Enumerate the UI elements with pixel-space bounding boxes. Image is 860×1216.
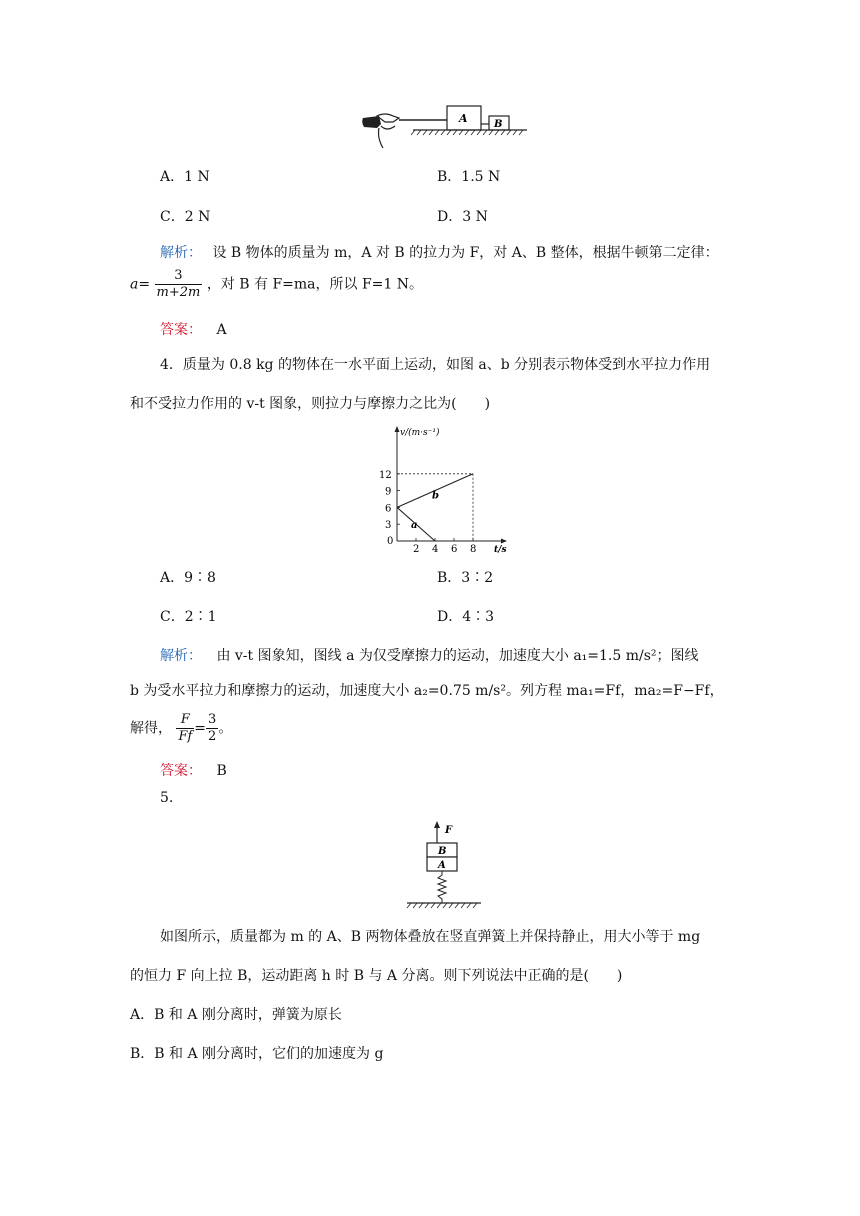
x-tick-label: 4 [432, 544, 439, 555]
q4-solution-prefix: 解得， [130, 720, 172, 737]
q4-answer-label: 答案： [160, 763, 202, 779]
q3-answer: A [216, 322, 227, 338]
q4-fraction-1 [176, 712, 194, 745]
y-tick-label: 6 [385, 503, 392, 515]
q4-option-a: A．9∶8 [160, 570, 216, 586]
block-a-label: A [459, 112, 468, 125]
y-tick-label: 9 [385, 486, 392, 498]
y-tick-label: 3 [385, 520, 392, 532]
hand-icon [362, 114, 399, 148]
q3-option-a: A．1 N [160, 169, 210, 185]
q3-frac-num: 3 [155, 268, 203, 285]
q3-answer-line [160, 319, 227, 339]
q3-solution-suffix: ，对 B 有 F=ma，所以 F=1 N。 [206, 276, 424, 293]
q4-solution-line3 [130, 712, 232, 745]
q4-frac-eq: = [194, 720, 207, 737]
q4-solution-line1 [160, 645, 699, 665]
x-tick-label: 2 [413, 544, 420, 555]
x-axis-label: t/s [494, 545, 507, 555]
block-b-label: B [494, 119, 503, 130]
spring [438, 871, 446, 903]
q3-option-d: D．3 N [437, 209, 488, 225]
q4-solution-suffix: 。 [218, 720, 233, 737]
block-a-q5-label: A [438, 860, 446, 871]
q4-answer: B [216, 763, 227, 779]
q4-fraction-2 [206, 712, 218, 745]
y-axis-label: v/(m·s⁻¹) [400, 428, 440, 438]
q3-frac-den: m+2m [156, 285, 201, 300]
force-arrowhead [434, 821, 440, 828]
q3-solution-text1: 设 B 物体的质量为 m，A 对 B 的拉力为 F，对 A、B 整体，根据牛顿第二定律： [212, 245, 719, 261]
q5-option-b: B．B 和 A 刚分离时，它们的加速度为 g [130, 1046, 384, 1062]
vt-graph [360, 420, 520, 560]
pulling-blocks-figure [355, 98, 535, 158]
spring-blocks-figure [405, 815, 485, 915]
q4-option-c: C．2∶1 [160, 609, 217, 625]
q4-stem-line1: 4．质量为 0.8 kg 的物体在一水平面上运动，如图 a、b 分别表示物体受到水平拉力作用 [160, 357, 711, 373]
q3-solution-label: 解析： [160, 245, 202, 261]
q5-stem-line2: 的恒力 F 向上拉 B，运动距离 h 时 B 与 A 分离。则下列说法中正确的是( ) [130, 968, 623, 984]
q4-frac1-num: F [176, 712, 194, 729]
q5-stem-line1: 如图所示，质量都为 m 的 A、B 两物体叠放在竖直弹簧上并保持静止，用大小等于 mg [160, 929, 701, 945]
x-tick-label: 8 [470, 544, 477, 555]
series-label-a: a [411, 520, 418, 532]
q4-answer-line [160, 760, 227, 780]
y-axis-arrow [395, 426, 400, 432]
q3-option-c: C．2 N [160, 209, 211, 225]
q4-frac2-den: 2 [208, 729, 217, 744]
q4-frac1-den: Ff [178, 729, 193, 744]
q4-solution-label: 解析： [160, 648, 202, 664]
y-tick-label: 12 [379, 469, 392, 481]
x-axis-arrow [501, 539, 507, 544]
force-label: F [445, 825, 453, 836]
q3-option-b: B．1.5 N [437, 169, 501, 185]
series-label-b: b [432, 490, 439, 502]
q4-solution-text1: 由 v-t 图象知，图线 a 为仅受摩擦力的运动，加速度大小 a₁=1.5 m/s²；图线 [216, 648, 699, 664]
q4-frac2-num: 3 [208, 712, 217, 727]
q3-answer-label: 答案： [160, 322, 202, 338]
q3-solution-prefix: a= [130, 276, 151, 293]
q4-stem-line2: 和不受拉力作用的 v-t 图象，则拉力与摩擦力之比为( ) [130, 396, 491, 412]
q4-option-d: D．4∶3 [437, 609, 495, 625]
x-tick-label: 6 [451, 544, 458, 555]
q3-fraction [155, 268, 203, 301]
q3-solution-line1 [160, 242, 719, 262]
q4-option-b: B．3∶2 [437, 570, 494, 586]
q4-solution-line2: b 为受水平拉力和摩擦力的运动，加速度大小 a₂=0.75 m/s²。列方程 ma₁=Ff，ma₂=F−Ff， [130, 683, 724, 699]
q3-solution-line2 [130, 268, 423, 301]
origin-label: 0 [387, 536, 394, 547]
q5-option-a: A．B 和 A 刚分离时，弹簧为原长 [130, 1007, 342, 1023]
q5-number: 5. [160, 790, 174, 806]
block-b-q5-label: B [438, 846, 447, 857]
